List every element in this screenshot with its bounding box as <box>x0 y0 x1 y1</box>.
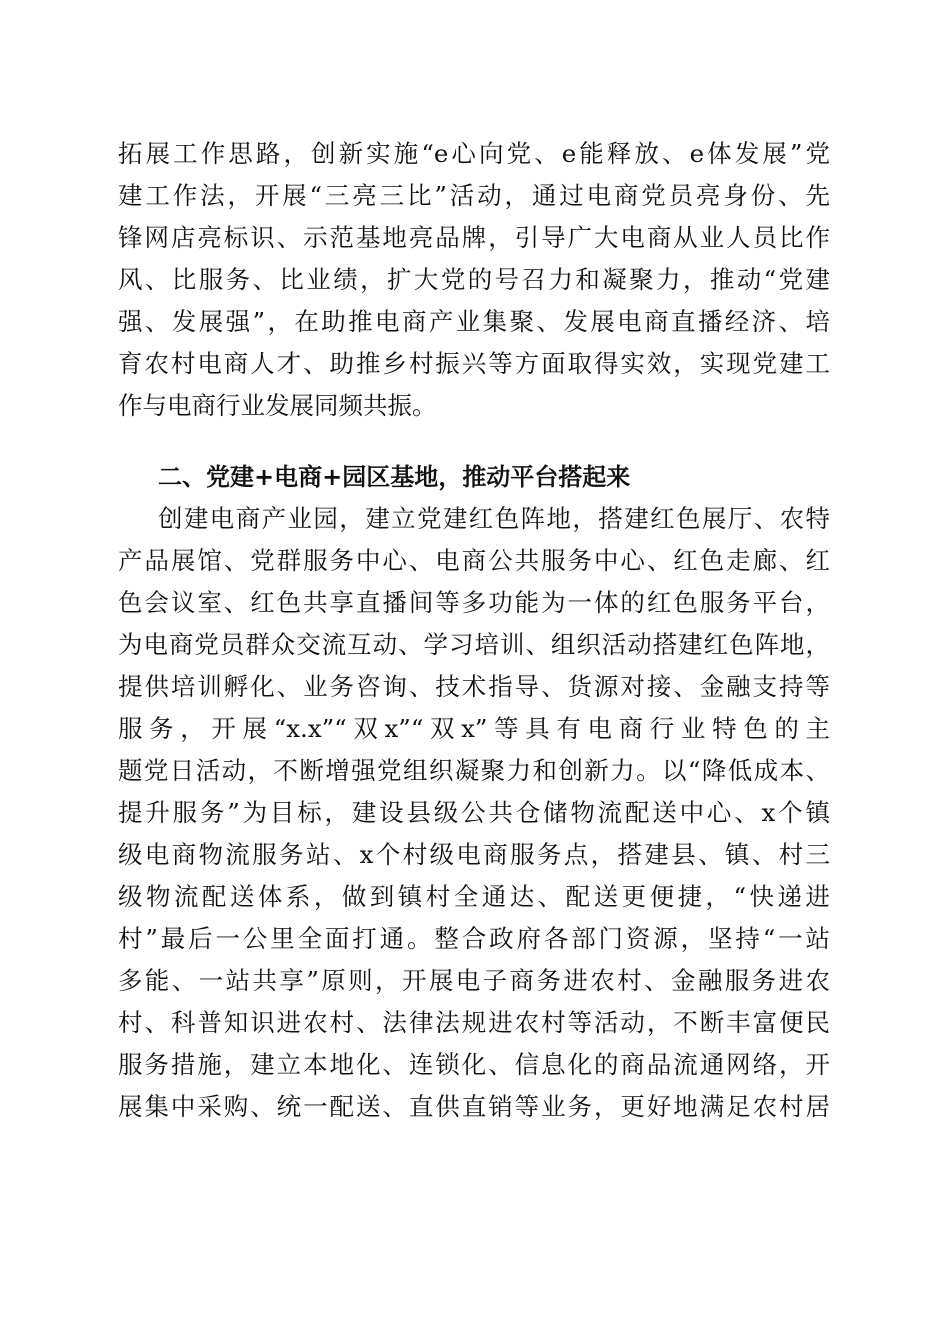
paragraph-2-line-6: 服务，开展“x.x”“双x”“双x”等具有电商行业特色的主 <box>118 714 830 743</box>
paragraph-2-line-11: 村”最后一公里全面打通。整合政府各部门资源，坚持“一站 <box>118 924 830 953</box>
paragraph-2-line-5: 提供培训孵化、业务咨询、技术指导、货源对接、金融支持等 <box>118 672 830 701</box>
paragraph-2-line-4: 为电商党员群众交流互动、学习培训、组织活动搭建红色阵地， <box>118 630 830 659</box>
paragraph-1-line-3: 锋网店亮标识、示范基地亮品牌，引导广大电商从业人员比作 <box>118 223 830 252</box>
paragraph-1-line-4: 风、比服务、比业绩，扩大党的号召力和凝聚力，推动“党建 <box>118 265 830 294</box>
paragraph-1-line-6: 育农村电商人才、助推乡村振兴等方面取得实效，实现党建工 <box>118 349 830 378</box>
section-2-heading: 二、党建+电商+园区基地，推动平台搭起来 <box>158 463 631 491</box>
paragraph-1-line-5: 强、发展强”，在助推电商产业集聚、发展电商直播经济、培 <box>118 307 830 336</box>
paragraph-2-line-12: 多能、一站共享”原则，开展电子商务进农村、金融服务进农 <box>118 966 830 995</box>
paragraph-2-line-8: 提升服务”为目标，建设县级公共仓储物流配送中心、x个镇 <box>118 798 830 827</box>
paragraph-2-line-14: 服务措施，建立本地化、连锁化、信息化的商品流通网络，开 <box>118 1050 830 1079</box>
paragraph-2-line-9: 级电商物流服务站、x个村级电商服务点，搭建县、镇、村三 <box>118 840 830 869</box>
paragraph-2-line-15: 展集中采购、统一配送、直供直销等业务，更好地满足农村居 <box>118 1092 830 1121</box>
paragraph-2-line-1: 创建电商产业园，建立党建红色阵地，搭建红色展厅、农特 <box>158 504 830 533</box>
paragraph-1-line-7: 作与电商行业发展同频共振。 <box>118 391 437 420</box>
paragraph-2-line-3: 色会议室、红色共享直播间等多功能为一体的红色服务平台， <box>118 588 830 617</box>
paragraph-2-line-7: 题党日活动，不断增强党组织凝聚力和创新力。以“降低成本、 <box>118 756 830 785</box>
paragraph-2-line-13: 村、科普知识进农村、法律法规进农村等活动，不断丰富便民 <box>118 1008 830 1037</box>
paragraph-2-line-10: 级物流配送体系，做到镇村全通达、配送更便捷，“快递进 <box>118 882 830 911</box>
paragraph-2-line-2: 产品展馆、党群服务中心、电商公共服务中心、红色走廊、红 <box>118 546 830 575</box>
paragraph-1-line-1: 拓展工作思路，创新实施“e心向党、e能释放、e体发展”党 <box>118 139 830 168</box>
paragraph-1-line-2: 建工作法，开展“三亮三比”活动，通过电商党员亮身份、先 <box>118 181 830 210</box>
